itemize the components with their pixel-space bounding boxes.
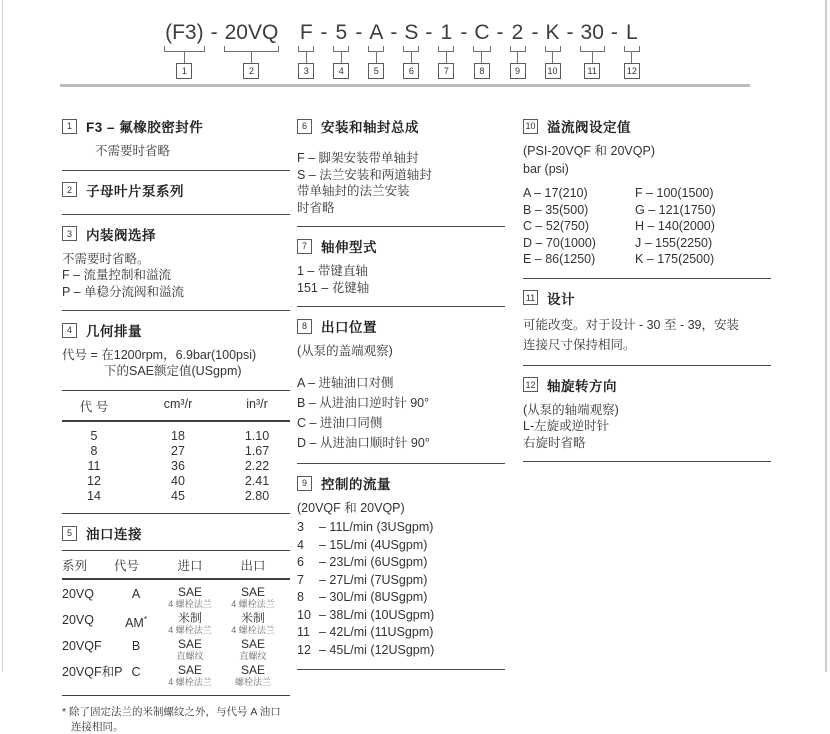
table-cell: 18	[171, 429, 185, 443]
section-divider	[297, 463, 505, 464]
port-sub: 4 螺栓法兰	[231, 599, 275, 609]
code-segment-6	[403, 22, 419, 79]
table-cell: 2.22	[244, 459, 270, 473]
port-main: SAE	[240, 663, 265, 677]
inlet-cell	[158, 664, 222, 688]
text-line: K – 175(2500)	[635, 252, 715, 266]
code-dash: -	[320, 21, 328, 44]
outlet-cell	[222, 612, 284, 636]
text-line: 151 – 花键轴	[297, 280, 370, 295]
flow-option	[297, 589, 505, 607]
text-line: D – 70(1000)	[523, 235, 596, 250]
code-segment-9	[510, 22, 526, 79]
section-displacement	[62, 320, 290, 514]
code-number-box: 10	[545, 63, 561, 79]
column-header: in³/r	[246, 397, 268, 411]
section-shaft-type	[297, 236, 505, 296]
code-stem	[411, 52, 412, 63]
text-line: P – 单稳分流阀和溢流	[62, 284, 185, 299]
table-row	[62, 429, 290, 444]
page-edge-right	[825, 0, 827, 672]
series-cell: 20VQF和P	[62, 665, 123, 679]
middle-column	[297, 108, 505, 679]
section-body	[297, 373, 505, 453]
section-number: 9	[297, 476, 312, 491]
section-title: 控制的流量	[321, 477, 391, 492]
text-line: 连接尺寸保持相同。	[523, 337, 636, 352]
code-cell: C	[131, 665, 141, 679]
text-line: 可能改变。对于设计 - 30 至 - 39，安装	[523, 317, 739, 332]
section-number: 4	[62, 323, 77, 338]
text-line: C – 进油口同侧	[297, 416, 383, 430]
code-number-box: 5	[368, 63, 384, 79]
section-subtitle: (20VQF 和 20VQP)	[297, 501, 405, 515]
column-header: cm³/r	[163, 397, 193, 411]
flow-option	[297, 624, 505, 642]
text-line: H – 140(2000)	[635, 219, 715, 233]
code-segment-1	[164, 22, 205, 79]
section-number: 12	[523, 377, 538, 392]
flow-list	[297, 519, 505, 659]
section-design	[523, 288, 771, 355]
section-title: 油口连接	[86, 527, 142, 542]
text-line: J – 155(2250)	[635, 235, 713, 250]
port-main: 米制	[240, 611, 265, 625]
section-divider	[62, 310, 290, 311]
code-stem	[517, 52, 518, 63]
code-segment-10	[545, 22, 561, 79]
port-sub: 4 螺栓法兰	[168, 625, 212, 635]
code-stem	[306, 52, 307, 63]
code-segment-text: 5	[335, 21, 348, 44]
text-line: 1 – 带键直轴	[297, 264, 368, 278]
section-title: 出口位置	[321, 320, 377, 335]
relief-list-right	[635, 185, 716, 268]
code-number-box: 1	[176, 63, 192, 79]
section-body	[62, 251, 290, 301]
outlet-cell	[222, 586, 284, 610]
section-rotation	[523, 375, 771, 452]
code-segment-12	[624, 22, 640, 79]
table-row	[62, 664, 290, 688]
text-line: F – 100(1500)	[635, 186, 714, 200]
text-line: G – 121(1750)	[635, 202, 716, 217]
flow-option	[297, 537, 505, 555]
section-divider	[62, 214, 290, 215]
flow-code: 3	[297, 520, 304, 534]
section-title: 设计	[547, 291, 575, 307]
table-cell: 1.10	[244, 429, 270, 443]
flow-desc: – 30L/mi (8USgpm)	[319, 590, 428, 604]
flow-option	[297, 519, 505, 537]
table-row	[62, 474, 290, 489]
code-dash: -	[496, 21, 504, 44]
text-line: F – 流量控制和溢流	[62, 268, 172, 282]
section-title: 溢流阀设定值	[547, 120, 631, 135]
outlet-cell	[222, 664, 284, 688]
section-subtitle: bar (psi)	[523, 162, 569, 176]
port-sub: 4 螺栓法兰	[231, 625, 275, 635]
port-connection-table	[62, 550, 290, 696]
flow-desc: – 45L/mi (12USgpm)	[319, 642, 435, 657]
outlet-cell	[222, 638, 284, 662]
code-segment-text: (F3)	[165, 21, 204, 44]
table-row	[62, 459, 290, 474]
port-sub: 直螺纹	[176, 651, 204, 661]
code-stem	[631, 52, 632, 63]
code-number-box: 3	[298, 63, 314, 79]
text-line: E – 86(1250)	[523, 252, 596, 266]
section-number: 10	[523, 119, 538, 134]
table-cell: 12	[87, 474, 101, 488]
section-number: 3	[62, 226, 77, 241]
code-segment-8	[473, 22, 490, 79]
code-stem	[376, 52, 377, 63]
section-title: 内装阀选择	[86, 227, 156, 243]
table-cell: 27	[171, 444, 185, 458]
section-f3-seal	[62, 116, 290, 160]
code-dash: -	[531, 21, 539, 44]
section-divider	[297, 306, 505, 307]
code-stem	[481, 52, 482, 63]
flow-desc: – 27L/mi (7USgpm)	[319, 572, 428, 587]
code-segment-7	[438, 22, 454, 79]
section-number: 11	[523, 290, 538, 305]
code-segment-text: K	[545, 21, 560, 44]
section-number: 7	[297, 239, 312, 254]
section-number: 6	[297, 119, 312, 134]
section-title: 轴旋转方向	[547, 378, 617, 394]
flow-code: 10	[297, 607, 311, 622]
port-main: 米制	[177, 611, 202, 625]
code-dash: -	[566, 21, 574, 44]
code-stem	[552, 52, 553, 63]
code-dash: -	[210, 21, 218, 44]
inlet-cell	[158, 612, 222, 636]
code-segment-11	[580, 22, 605, 79]
flow-code: 8	[297, 590, 304, 604]
section-subtitle: (从泵的盖端观察)	[297, 344, 393, 358]
text-line: B – 35(500)	[523, 202, 589, 217]
section-divider	[297, 226, 505, 227]
column-header: 进口	[177, 559, 203, 573]
code-segment-text: S	[404, 21, 419, 44]
flow-desc: – 38L/mi (10USgpm)	[319, 607, 435, 622]
code-number-box: 12	[624, 63, 640, 79]
code-segment-text: F	[299, 21, 313, 44]
code-segment-text: L	[626, 21, 638, 44]
code-segment-2	[224, 22, 280, 79]
section-relief-setting	[523, 116, 771, 268]
text-line: S – 法兰安装和两道轴封	[297, 167, 432, 182]
flow-code: 7	[297, 572, 304, 587]
table-row	[62, 444, 290, 459]
port-sub: 4 螺栓法兰	[168, 677, 212, 687]
port-sub: 4 螺栓法兰	[168, 599, 212, 609]
series-cell: 20VQF	[62, 639, 102, 653]
code-segment-text: A	[369, 21, 384, 44]
code-number-box: 6	[403, 63, 419, 79]
port-sub: 螺栓法兰	[234, 677, 271, 687]
column-header: 代号	[114, 559, 140, 573]
port-table-head	[62, 551, 290, 578]
table-row	[62, 638, 290, 662]
code-cell: B	[131, 639, 141, 653]
port-main: SAE	[177, 637, 202, 651]
text-line: D – 从进油口顺时针 90°	[297, 436, 430, 450]
flow-code: 11	[297, 625, 310, 639]
table-cell: 11	[87, 459, 101, 473]
section-outlet-position	[297, 316, 505, 453]
flow-code: 6	[297, 555, 304, 569]
code-number-box: 11	[584, 63, 600, 79]
code-dash: -	[390, 21, 398, 44]
inlet-cell	[158, 586, 222, 610]
section-title: 子母叶片泵系列	[86, 183, 184, 199]
code-segment-text: 20VQ	[224, 21, 279, 44]
section-divider	[297, 669, 505, 670]
text-line: L-左旋或逆时针	[523, 419, 610, 433]
section-title: F3 – 氟橡胶密封件	[86, 120, 204, 135]
text-line: B – 从进油口逆时针 90°	[297, 396, 430, 410]
code-dash: -	[355, 21, 363, 44]
section-divider	[523, 461, 771, 462]
code-segment-5	[368, 22, 384, 79]
code-segment-4	[333, 22, 349, 79]
disp-table-head	[62, 391, 290, 420]
port-main: SAE	[240, 637, 265, 651]
right-column	[523, 108, 771, 471]
section-pump-series	[62, 180, 290, 200]
port-sub: 直螺纹	[239, 651, 267, 661]
text-line: 不需要时省略。	[62, 251, 150, 266]
code-segment-text: C	[474, 21, 490, 44]
flow-code: 12	[297, 642, 311, 657]
table-cell: 2.41	[244, 474, 270, 488]
text-line: A – 17(210)	[523, 186, 588, 200]
text-line: (从泵的轴端观察)	[523, 402, 619, 417]
code-stem	[251, 52, 252, 63]
code-number-box: 4	[333, 63, 349, 79]
section-subtitle: (PSI-20VQF 和 20VQP)	[523, 144, 655, 158]
column-header: 代 号	[79, 400, 109, 414]
port-main: SAE	[177, 663, 202, 677]
section-number: 5	[62, 526, 77, 541]
table-cell: 2.80	[244, 489, 270, 503]
text-line: 不需要时省略	[95, 144, 171, 158]
displacement-table	[62, 390, 290, 514]
text-line: 下的SAE额定值(USgpm)	[104, 364, 242, 378]
text-line: 带单轴封的法兰安装	[297, 184, 410, 198]
section-divider	[523, 278, 771, 279]
flow-option	[297, 554, 505, 572]
table-rule	[62, 695, 290, 696]
code-number-box: 2	[243, 63, 259, 79]
table-cell: 5	[90, 429, 98, 443]
port-main: SAE	[240, 585, 265, 599]
code-stem	[592, 52, 593, 63]
port-table-body	[62, 580, 290, 695]
page-edge-left	[2, 0, 3, 672]
section-title: 安装和轴封总成	[321, 120, 419, 135]
code-segment-text: 30	[580, 21, 604, 44]
code-number-box: 8	[474, 63, 490, 79]
port-footnote: * 除了固定法兰的米制螺纹之外，与代号 A 油口连接相同。	[62, 706, 281, 733]
flow-code: 4	[297, 537, 304, 552]
section-body	[297, 263, 505, 296]
text-line: A – 进轴油口对侧	[297, 376, 394, 390]
text-line: 时省略	[297, 200, 335, 215]
code-segment-text: 2	[511, 21, 524, 44]
flow-desc: – 15L/mi (4USgpm)	[319, 537, 428, 552]
header-divider	[60, 84, 750, 87]
table-cell: 45	[171, 489, 185, 503]
section-internal-valve	[62, 224, 290, 301]
code-cell: A	[131, 587, 141, 601]
table-cell: 36	[171, 459, 185, 473]
port-main: SAE	[177, 585, 202, 599]
table-row	[62, 612, 290, 636]
table-cell: 14	[87, 489, 101, 503]
text-line: 代号 = 在1200rpm，6.9bar(100psi)	[62, 348, 257, 362]
code-stem	[341, 52, 342, 63]
flow-option	[297, 572, 505, 590]
table-cell: 8	[90, 444, 98, 458]
section-body	[62, 143, 290, 160]
section-divider	[523, 365, 771, 366]
section-mounting-seal	[297, 116, 505, 216]
flow-option	[297, 642, 505, 660]
code-dash: -	[610, 21, 618, 44]
section-number: 8	[297, 319, 312, 334]
series-cell: 20VQ	[62, 587, 94, 601]
code-segment-text: 1	[440, 21, 453, 44]
section-divider	[62, 170, 290, 171]
series-cell: 20VQ	[62, 613, 94, 627]
left-column	[62, 108, 290, 734]
column-header: 出口	[240, 559, 266, 573]
section-number: 1	[62, 119, 77, 134]
code-dash: -	[425, 21, 433, 44]
section-number: 2	[62, 182, 77, 197]
section-body	[523, 402, 771, 452]
code-number-box: 7	[438, 63, 454, 79]
code-cell: AM*	[125, 615, 147, 631]
section-port-connections	[62, 523, 290, 734]
code-segment-3	[298, 22, 314, 79]
table-cell: 1.67	[244, 444, 270, 458]
text-line: 右旋时省略	[523, 435, 586, 450]
relief-settings-list	[523, 185, 771, 268]
disp-table-body	[62, 422, 290, 513]
flow-desc: – 42L/mi (11USgpm)	[319, 625, 434, 639]
flow-desc: – 23L/mi (6USgpm)	[319, 555, 428, 569]
flow-desc: – 11L/min (3USgpm)	[319, 520, 434, 534]
flow-option	[297, 607, 505, 625]
inlet-cell	[158, 638, 222, 662]
section-controlled-flow	[297, 473, 505, 659]
model-code-diagram	[0, 22, 804, 79]
section-title: 几何排量	[86, 324, 142, 339]
table-rule	[62, 513, 290, 514]
relief-list-left	[523, 185, 635, 268]
text-line: F – 脚架安装带单轴封	[297, 151, 419, 165]
code-stem	[184, 52, 185, 63]
code-stem	[446, 52, 447, 63]
section-title: 轴伸型式	[321, 240, 377, 255]
table-row	[62, 586, 290, 610]
table-row	[62, 489, 290, 504]
code-dash: -	[460, 21, 468, 44]
table-cell: 40	[171, 474, 185, 488]
column-header: 系列	[62, 559, 88, 573]
section-body	[523, 315, 771, 355]
code-number-box: 9	[510, 63, 526, 79]
section-body	[297, 150, 505, 216]
text-line: C – 52(750)	[523, 219, 590, 233]
